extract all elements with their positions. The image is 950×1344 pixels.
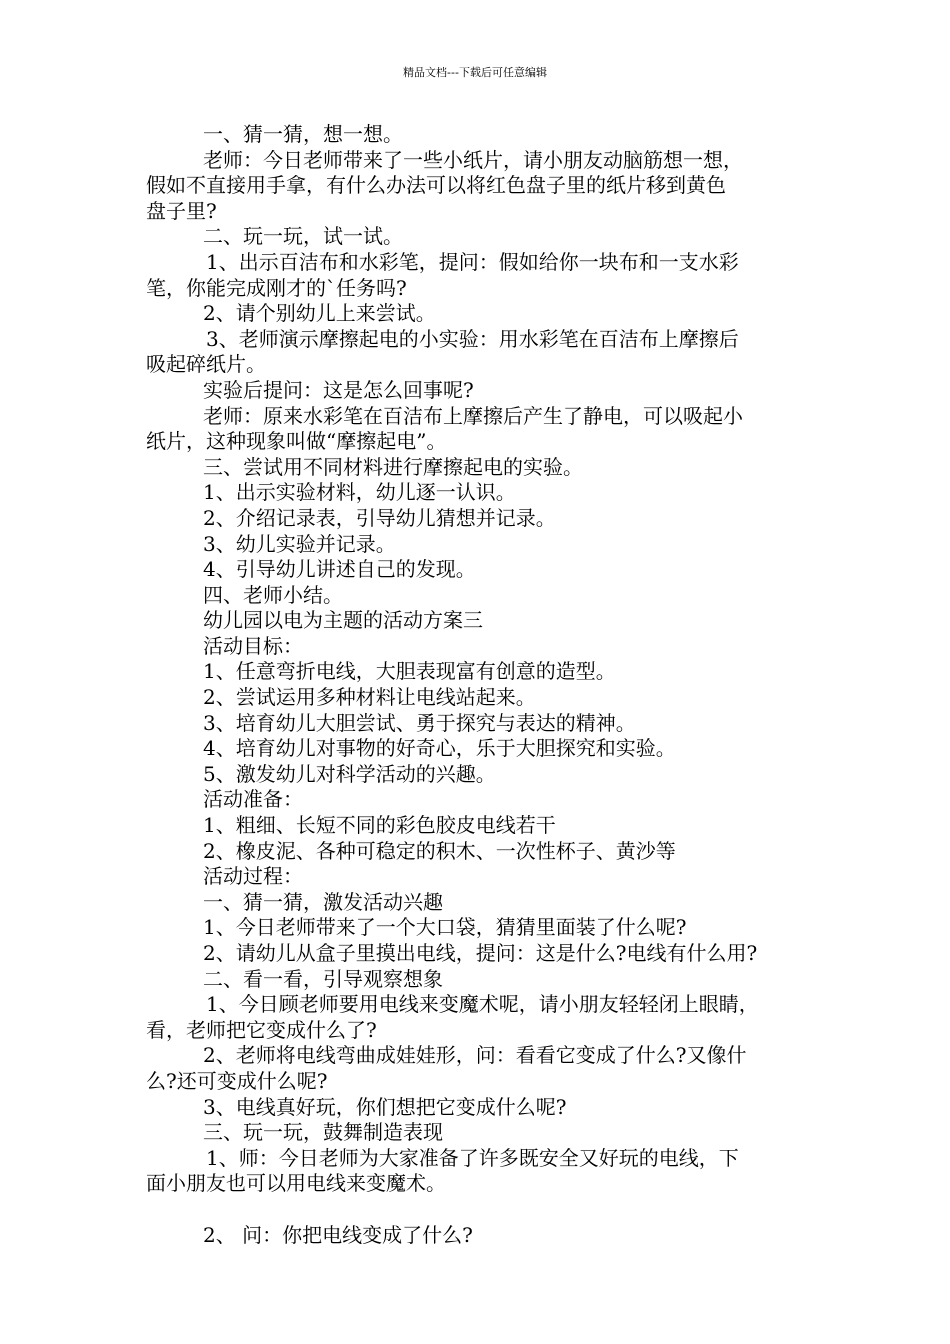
section-heading: 三、玩一玩，鼓舞制造表现 [203, 1120, 443, 1145]
list-item: 2、橡皮泥、各种可稳定的积木、一次性杯子、黄沙等 [203, 838, 676, 863]
paragraph-line: 么?还可变成什么呢? [146, 1068, 328, 1093]
list-item: 2、老师将电线弯曲成娃娃形，问：看看它变成了什么?又像什 [203, 1043, 747, 1068]
section-heading: 二、玩一玩，试一试。 [203, 224, 403, 249]
list-item: 3、幼儿实验并记录。 [203, 531, 396, 556]
list-item: 2、 问：你把电线变成了什么? [203, 1222, 473, 1247]
paragraph-line: 假如不直接用手拿，有什么办法可以将红色盘子里的纸片移到黄色 [146, 173, 726, 198]
paragraph-line: 纸片，这种现象叫做“摩擦起电”。 [146, 429, 447, 454]
list-item: 1、粗细、长短不同的彩色胶皮电线若干 [203, 813, 556, 838]
section-heading: 四、老师小结。 [203, 582, 343, 607]
section-heading: 二、看一看，引导观察想象 [203, 966, 443, 991]
page-header: 精品文档---下载后可任意编辑 [403, 66, 547, 79]
paragraph-line: 面小朋友也可以用电线来变魔术。 [146, 1171, 446, 1196]
list-item: 3、培育幼儿大胆尝试、勇于探究与表达的精神。 [203, 710, 636, 735]
document-body [146, 122, 831, 1248]
paragraph-line: 笔，你能完成刚才的`任务吗? [146, 275, 407, 300]
list-item: 3、电线真好玩，你们想把它变成什么呢? [203, 1094, 567, 1119]
paragraph-line: 老师：原来水彩笔在百洁布上摩擦后产生了静电，可以吸起小 [203, 403, 743, 428]
list-item: 4、引导幼儿讲述自己的发现。 [203, 557, 476, 582]
list-item: 1、出示百洁布和水彩笔，提问：假如给你一块布和一支水彩 [206, 249, 739, 274]
list-item: 1、今日顾老师要用电线来变魔术呢，请小朋友轻轻闭上眼睛， [206, 992, 759, 1017]
section-heading: 一、猜一猜，想一想。 [203, 122, 403, 146]
section-heading: 活动过程： [203, 864, 303, 889]
list-item: 2、请幼儿从盒子里摸出电线，提问：这是什么?电线有什么用? [203, 941, 758, 965]
paragraph-line: 吸起碎纸片。 [146, 352, 266, 377]
list-item: 1、师：今日老师为大家准备了许多既安全又好玩的电线，下 [206, 1145, 739, 1170]
list-item: 1、任意弯折电线，大胆表现富有创意的造型。 [203, 659, 616, 684]
blank-line [146, 1197, 831, 1223]
list-item: 2、尝试运用多种材料让电线站起来。 [203, 685, 536, 710]
section-heading: 活动准备： [203, 787, 303, 812]
paragraph-line: 老师：今日老师带来了一些小纸片，请小朋友动脑筋想一想， [203, 147, 743, 172]
list-item: 3、老师演示摩擦起电的小实验：用水彩笔在百洁布上摩擦后 [206, 326, 739, 351]
document-section-title: 幼儿园以电为主题的活动方案三 [203, 608, 483, 633]
section-heading: 活动目标： [203, 633, 303, 658]
section-heading: 一、猜一猜，激发活动兴趣 [203, 889, 443, 914]
paragraph-line: 盘子里? [146, 198, 217, 223]
paragraph-line: 看，老师把它变成什么了? [146, 1017, 377, 1042]
list-item: 2、介绍记录表，引导幼儿猜想并记录。 [203, 505, 556, 530]
paragraph-line: 实验后提问：这是怎么回事呢? [203, 377, 474, 402]
list-item: 1、出示实验材料，幼儿逐一认识。 [203, 480, 516, 505]
list-item: 5、激发幼儿对科学活动的兴趣。 [203, 761, 496, 786]
list-item: 4、培育幼儿对事物的好奇心，乐于大胆探究和实验。 [203, 736, 676, 761]
section-heading: 三、尝试用不同材料进行摩擦起电的实验。 [203, 454, 583, 479]
list-item: 2、请个别幼儿上来尝试。 [203, 301, 436, 326]
list-item: 1、今日老师带来了一个大口袋，猜猜里面装了什么呢? [203, 915, 687, 940]
